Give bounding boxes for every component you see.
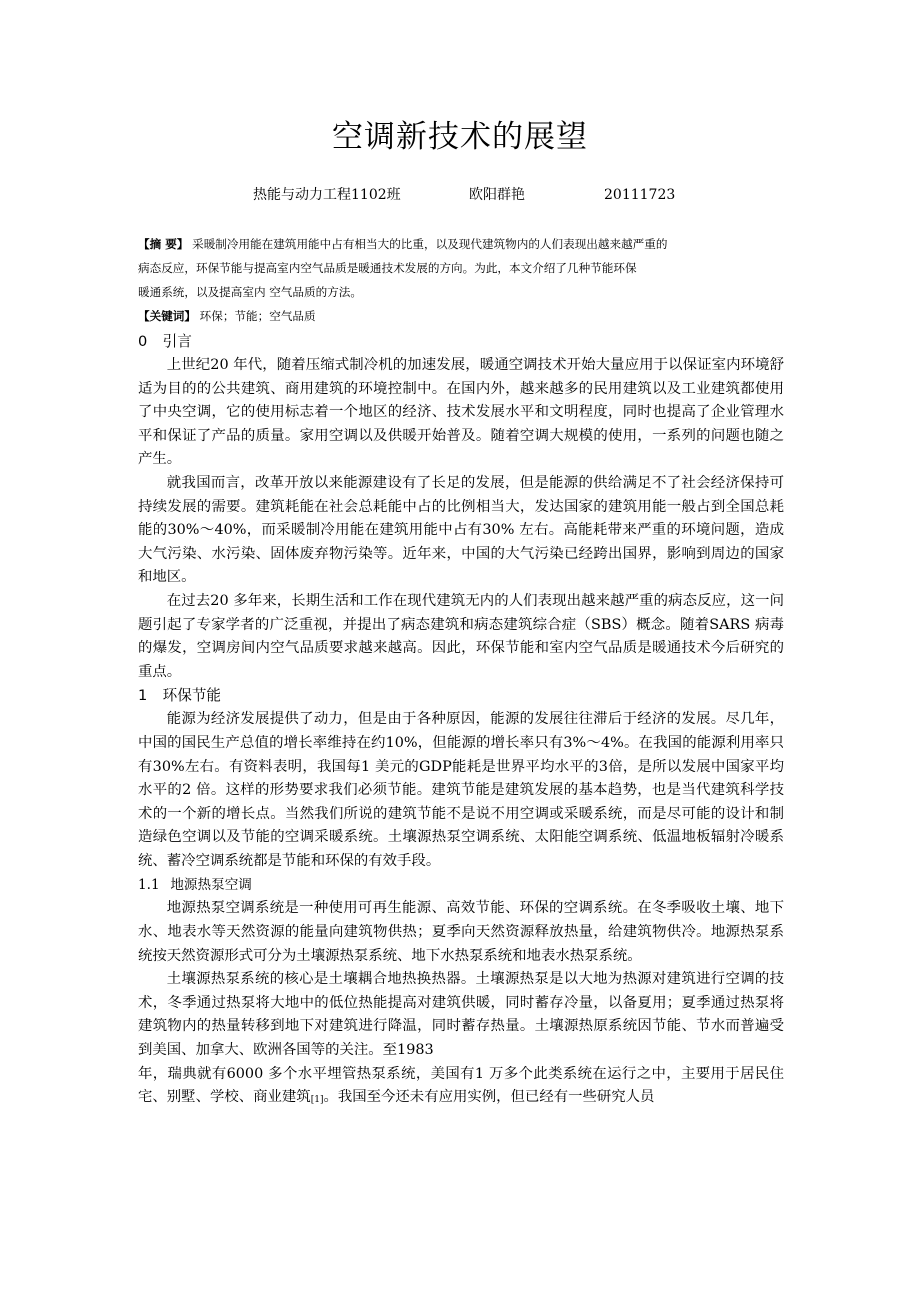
subsection-number: 1.1 xyxy=(138,877,160,894)
section-number: 0 xyxy=(138,333,148,350)
paragraph-text: 。我国至今还未有应用实例，但已经有一些研究人员 xyxy=(323,1089,655,1106)
author-student-id: 20111723 xyxy=(604,187,676,203)
paragraph-continued xyxy=(138,1063,784,1112)
citation-reference[interactable]: [1] xyxy=(310,1095,324,1106)
paragraph: 就我国而言，改革开放以来能源建设有了长足的发展，但是能源的供给满足不了社会经济保持可持续发展的需要。建筑耗能在社会总耗能中占的比例相当大，发达国家的建筑用能一般占到全国总耗能的30%～40%，而采暖制冷用能在建筑用能中占有30% 左右。高能耗带来严重的环境问题，造成大气污染、水污染、固体废弃物污染等。近年来，中国的大气污染已经跨出国界，影响到周边的国家和地区。 xyxy=(138,474,784,586)
abstract-text-1: 采暖制冷用能在建筑用能中占有相当大的比重，以及现代建筑物内的人们表现出越来越严重的 xyxy=(192,237,668,251)
paragraph: 地源热泵空调系统是一种使用可再生能源、高效节能、环保的空调系统。在冬季吸收土壤、地下水、地表水等天然资源的能量向建筑物供热；夏季向天然资源释放热量，给建筑物供冷。地源热泵系统按天然资源形式可分为土壤源热泵系统、地下水热泵系统和地表水热泵系统。 xyxy=(138,900,784,964)
paper-title: 空调新技术的展望 xyxy=(332,119,588,155)
keywords-label: 【关键词】 xyxy=(138,309,196,323)
paragraph-text: 年，瑞典就有6000 多个水平埋管热泵系统，美国有1 万多个此类系统在运行之中，主要用于居民住宅、别墅、学校、商业建筑 xyxy=(138,1065,784,1106)
author-class: 热能与动力工程1102班 xyxy=(253,187,401,203)
subsection-title: 地源热泵空调 xyxy=(170,877,252,894)
paper-body xyxy=(138,330,784,1112)
section-number: 1 xyxy=(138,687,148,705)
section-title: 引言 xyxy=(162,333,192,350)
paragraph: 土壤源热泵系统的核心是土壤耦合地热换热器。土壤源热泵是以大地为热源对建筑进行空调的技术，冬季通过热泵将大地中的低位热能提高对建筑供暖，同时蓄存冷量，以备夏用；夏季通过热泵将建筑物内的热量转移到地下对建筑进行降温，同时蓄存热量。土壤源热原系统因节能、节水而普遍受到美国、加拿大、欧洲各国等的关注。至1983 xyxy=(138,971,784,1059)
abstract-line-2: 病态反应，环保节能与提高室内空气品质是暖通技术发展的方向。为此，本文介绍了几种节能环保 xyxy=(138,261,637,275)
paragraph: 在过去20 多年来，长期生活和工作在现代建筑无内的人们表现出越来越严重的病态反应，这一问题引起了专家学者的广泛重视，并提出了病态建筑和病态建筑综合症（SBS）概念。随着SARS 病毒的爆发，空调房间内空气品质要求越来越高。因此，环保节能和室内空气品质是暖通技术今后研究的重点。 xyxy=(138,592,784,680)
section-title: 环保节能 xyxy=(162,687,222,705)
abstract-line-3: 暖通系统，以及提高室内 空气品质的方法。 xyxy=(138,285,362,299)
keywords-text: 环保；节能；空气品质 xyxy=(199,309,316,323)
section-heading-energy xyxy=(138,684,784,708)
paragraph: 上世纪20 年代，随着压缩式制冷机的加速发展，暖通空调技术开始大量应用于以保证室内环境舒适为目的的公共建筑、商用建筑的环境控制中。在国内外，越来越多的民用建筑以及工业建筑都使用了中央空调，它的使用标志着一个地区的经济、技术发展水平和文明程度，同时也提高了企业管理水平和保证了产品的质量。家用空调以及供暖开始普及。随着空调大规模的使用，一系列的问题也随之产生。 xyxy=(138,357,784,468)
abstract-label: 【摘 要】 xyxy=(138,237,189,251)
section-heading-intro xyxy=(138,330,784,354)
author-name: 欧阳群艳 xyxy=(469,187,525,203)
keywords-line xyxy=(138,304,783,328)
paragraph: 能源为经济发展提供了动力，但是由于各种原因，能源的发展往往滞后于经济的发展。尽几年，中国的国民生产总值的增长率维持在约10%，但能源的增长率只有3%～4%。在我国的能源利用率只有30%左右。有资料表明，我国每1 美元的GDP能耗是世界平均水平的3倍，是所以发展中国家平均水平的2 倍。这样的形势要求我们必须节能。建筑节能是建筑发展的基本趋势，也是当代建筑科学技术的一个新的增长点。当然我们所说的建筑节能不是说不用空调或采暖系统，而是尽可能的设计和制造绿色空调以及节能的空调采暖系统。土壤源热泵空调系统、太阳能空调系统、低温地板辐射冷暖系统、蓄冷空调系统都是节能和环保的有效手段。 xyxy=(138,711,784,869)
subsection-heading-ground-source xyxy=(138,873,784,897)
abstract-line-1 xyxy=(138,232,783,256)
abstract-block xyxy=(138,232,783,328)
